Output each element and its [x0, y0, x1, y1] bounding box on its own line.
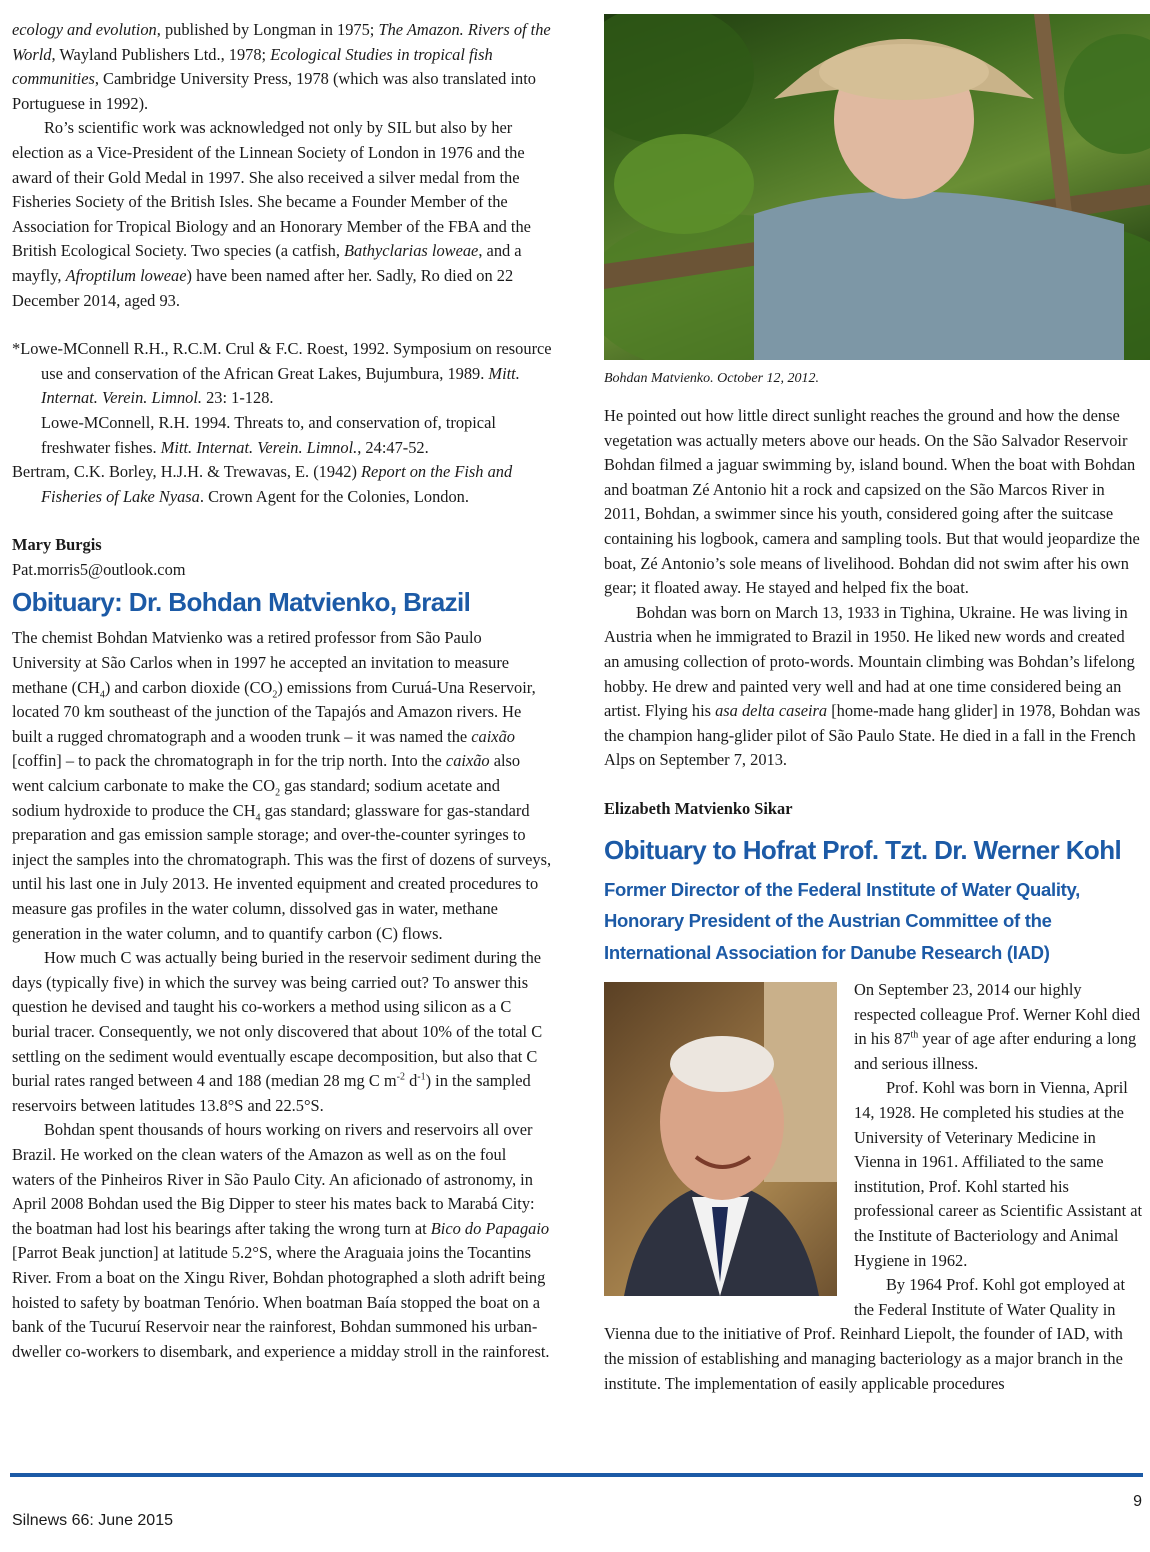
paragraph: On September 23, 2014 our highly respected colleague Prof. Werner Kohl died in his 87th year of age after enduring a long and serious illness. — [854, 980, 1141, 1073]
paragraph: ecology and evolution, published by Longman in 1975; The Amazon. Rivers of the World, Wayland Publishers Ltd., 1978; Ecological Studies in tropical fish communities, Cambridge University Press, 1978 (which was also translated into Portuguese in 1992). — [12, 20, 551, 113]
paragraph: Bohdan was born on March 13, 1933 in Tighina, Ukraine. He was living in Austria when he immigrated to Brazil in 1950. He liked new words and created an amusing collection of proto-words. Mountain climbing was Bohdan’s lifelong hobby. He drew and painted very well and had at one time considered being an artist. Flying his asa delta caseira [home-made hang glider] in 1978, Bohdan was the champion hang-glider pilot of São Paulo State. He died in a fall in the French Alps on September 7, 2013. — [604, 602, 1141, 770]
reference: Bertram, C.K. Borley, H.J.H. & Trewavas, E. (1942) Report on the Fish and Fisheries of Lake Nyasa. Crown Agent for the Colonies, London. — [12, 462, 513, 506]
article-heading: Obituary: Dr. Bohdan Matvienko, Brazil — [12, 587, 471, 618]
author-email: Pat.morris5@outlook.com — [12, 559, 186, 579]
right-column — [604, 14, 1144, 1396]
article-heading: Obituary to Hofrat Prof. Tzt. Dr. Werner Kohl — [604, 834, 1122, 865]
paragraph: Prof. Kohl was born in Vienna, April 14, 1928. He completed his studies at the University of Veterinary Medicine in Vienna in 1961. Affiliated to the same institution, Prof. Kohl started his professional career as Scientific Assistant at the Institute of Bacteriology and Animal Hygiene in 1962. — [854, 1078, 1143, 1270]
photo-werner-kohl — [604, 982, 837, 1296]
paragraph: By 1964 Prof. Kohl got employed at the Federal Institute of Water Quality in Vienna due to the initiative of Prof. Reinhard Liepolt, the founder of IAD, with the mission of establishing and managing bacteriology as a major branch in the institute. The implementation of easily applicable procedures — [604, 1275, 1126, 1393]
page-number: 9 — [1133, 1493, 1142, 1510]
paragraph: How much C was actually being buried in the reservoir sediment during the days (typically five) in which the survey was being carried out? To answer this question he devised and taught his co-workers a method using silicon as a C burial tracer. Consequently, we not only discovered that about 10% of the total C settling on the sediment would eventually escape decomposition, but also that C burial rates ranged between 4 and 188 (median 28 mg C $m^{-2}$ $d^{-1}$) in the sampled reservoirs between latitudes 13.8°S and 22.5°S. — [12, 948, 543, 1115]
author-name: Elizabeth Matvienko Sikar — [604, 798, 793, 818]
paragraph: He pointed out how little direct sunlight reaches the ground and how the dense vegetation was actually meters above our heads. On the São Salvador Reservoir Bohdan filmed a jaguar swimming by, island bound. When the boat with Bohdan and boatman Zé Antonio hit a rock and capsized on the São Marcos River in 2011, Bohdan, a swimmer since his youth, considered going after the suitcase containing his logbook, camera and sampling tools. But that would jeopardize the boat, Zé Antonio’s sole means of livelihood. Bohdan did not swim after his own gear; it floated away. He stayed and helped fix the boat. — [604, 406, 1140, 598]
photo-bohdan-matvienko — [604, 14, 1150, 360]
portrait-illustration — [604, 982, 837, 1296]
reference: *Lowe-MConnell R.H., R.C.M. Crul & F.C. Roest, 1992. Symposium on resource use and conservation of the African Great Lakes, Bujumbura, 1989. Mitt. Internat. Verein. Limnol. 23: 1-128. — [12, 339, 552, 408]
paragraph: The chemist Bohdan Matvienko was a retired professor from São Paulo University at São Carlos when in 1997 he accepted an invitation to measure methane $(CH_4)$ and carbon dioxide $(CO_2)$ emissions from Curuá-Una Reservoir, located 70 km southeast of the junction of the Tapajós and Amazon rivers. He built a rugged chromatograph and a wooden trunk – it was named the caixão [coffin] – to pack the chromatograph in for the trip north. Into the caixão also went calcium carbonate to make the $CO_2$ gas standard; sodium acetate and sodium hydroxide to produce the $CH_4$ gas standard; glassware for gas-standard preparation and gas emission sample storage; and over-the-counter syringes to inject the samples into the chromatograph. This was the first of dozens of surveys, until his last one in July 2013. He invented equipment and created procedures to measure gas profiles in the water column, dissolved gas in water, methane generation in the water column, and to quantify carbon (C) flows. — [12, 628, 552, 943]
footer-divider — [10, 1473, 1143, 1477]
reference: Lowe-MConnell, R.H. 1994. Threats to, and conservation of, tropical freshwater fishes. Mitt. Internat. Verein. Limnol., 24:47-52. — [41, 412, 496, 457]
paragraph: Bohdan spent thousands of hours working on rivers and reservoirs all over Brazil. He worked on the clean waters of the Amazon as well as on the foul waters of the Pinheiros River in São Paulo City. An aficionado of astronomy, in April 2008 Bohdan used the Big Dipper to steer his mates back to Marabá City: the boatman had lost his bearings after taking the wrong turn at Bico do Papagaio [Parrot Beak junction] at latitude 5.2°S, where the Araguaia joins the Tocantins River. From a boat on the Xingu River, Bohdan photographed a sloth adrift being hoisted to safety by boatman Tenório. When boatman Baía stopped the boat on a bank of the Tucuruí Reservoir near the rainforest, Bohdan summoned his urban-dweller co-workers to disembark, and experience a midday stroll in the rainforest. — [12, 1120, 550, 1361]
photo-caption: Bohdan Matvienko. October 12, 2012. — [604, 371, 820, 386]
photo-illustration — [604, 14, 1150, 360]
footer-publication: Silnews 66: June 2015 — [12, 1512, 173, 1529]
author-name: Mary Burgis — [12, 535, 102, 555]
left-column — [12, 18, 552, 1364]
paragraph: Ro’s scientific work was acknowledged not only by SIL but also by her election as a Vice-President of the Linnean Society of London in 1976 and the award of their Gold Medal in 1997. She also received a silver medal from the Fisheries Society of the British Isles. She became a Founder Member of the Association for Tropical Biology and an Honorary Member of the FBA and the British Ecological Society. Two species (a catfish, Bathyclarias loweae, and a mayfly, Afroptilum loweae) have been named after her. Sadly, Ro died on 22 December 2014, aged 93. — [12, 118, 531, 310]
article-subheading: Former Director of the Federal Institute of Water Quality, Honorary President of the Austrian Committee of the International Association for Danube Research (IAD) — [604, 878, 1081, 963]
